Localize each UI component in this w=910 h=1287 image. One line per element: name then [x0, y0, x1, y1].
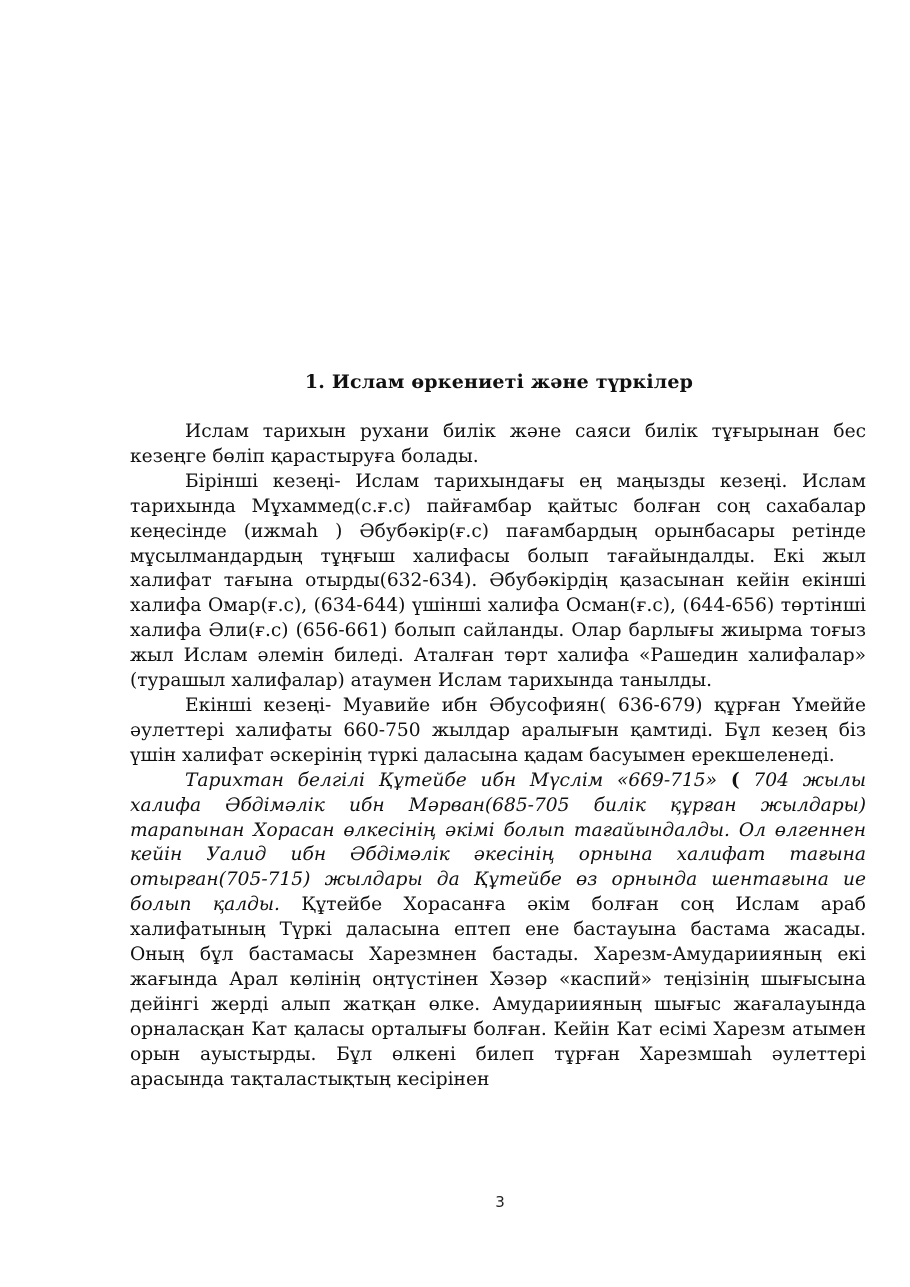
- paragraph-qutayba-paren: (: [730, 769, 740, 791]
- paragraph-intro: Ислам тарихын рухани билік және саяси билік тұғырынан бес кезеңге бөліп қарастыруға болады.: [130, 421, 866, 467]
- paragraph-qutayba: [130, 769, 866, 1093]
- body-text: [130, 420, 866, 1092]
- paragraph-qutayba-regular: Құтейбе Хорасанға әкім болған соң Ислам араб халифатының Түркі даласына ептеп ене бастауына бастама жасады. Оның бұл бастамасы Харезмнен бастады. Харезм-Амудариияның екі жағында Арал көлінің оңтүстінен Хәзәр «каспий» теңізінің шығысына дейінгі жерді алып жатқан өлке. Амудариияның шығыс жағалауында орналасқан Кат қаласы орталығы болған. Кейін Кат есімі Харезм атымен орын ауыстырды. Бұл өлкені билеп тұрған Харезмшаһ әулеттері арасында тақталастықтың кесірінен: [130, 894, 867, 1090]
- page-number: 3: [495, 1193, 505, 1211]
- section-heading: 1. Ислам өркениеті және түркілер: [304, 371, 694, 393]
- paragraph-second-period: Екінші кезеңі- Муавийе ибн Әбусофиян( 636-679) құрған Үмеййе әулеттері халифаты 660-750 жылдар аралығын қамтиді. Бұл кезең біз үшін халифат әскерінің түркі даласына қадам басуымен ерекшеленеді.: [130, 694, 866, 766]
- paragraph-first-period: Бірінші кезеңі- Ислам тарихындағы ең маңызды кезеңі. Ислам тарихында Мұхаммед(с.ғ.с) пайғамбар қайтыс болған соң сахабалар кеңесінде (ижмаһ ) Әбубәкір(ғ.с) пағамбардың орынбасары ретінде мұсылмандардың тұңғыш халифасы болып тағайындалды. Екі жыл халифат тағына отырды(632-634). Әбубәкірдің қазасынан кейін екінші халифа Омар(ғ.с), (634-644) үшінші халифа Осман(ғ.с), (644-656) төртінші халифа Әли(ғ.с) (656-661) болып сайланды. Олар барлығы жиырма тоғыз жыл Ислам әлемін биледі. Аталған төрт халифа «Рашедин халифалар» (турашыл халифалар) атаумен Ислам тарихында танылды.: [130, 470, 866, 692]
- paragraph-qutayba-italic-end: 704 жылы халифа Әбдімәлік ибн Мәрван(685-705 билік құрған жылдары) тарапынан Хорасан өлкесінің әкімі болып тағайындалды. Ол өлгеннен кейін Уалид ибн Әбдімәлік әкесінің орнына халифат тағына отырған(705-715) жылдары да Құтейбе өз орнында шентағына ие болып қалды.: [130, 769, 866, 916]
- paragraph-qutayba-italic-start: Тарихтан белгілі Құтейбе ибн Мүслім «669-715»: [185, 769, 731, 791]
